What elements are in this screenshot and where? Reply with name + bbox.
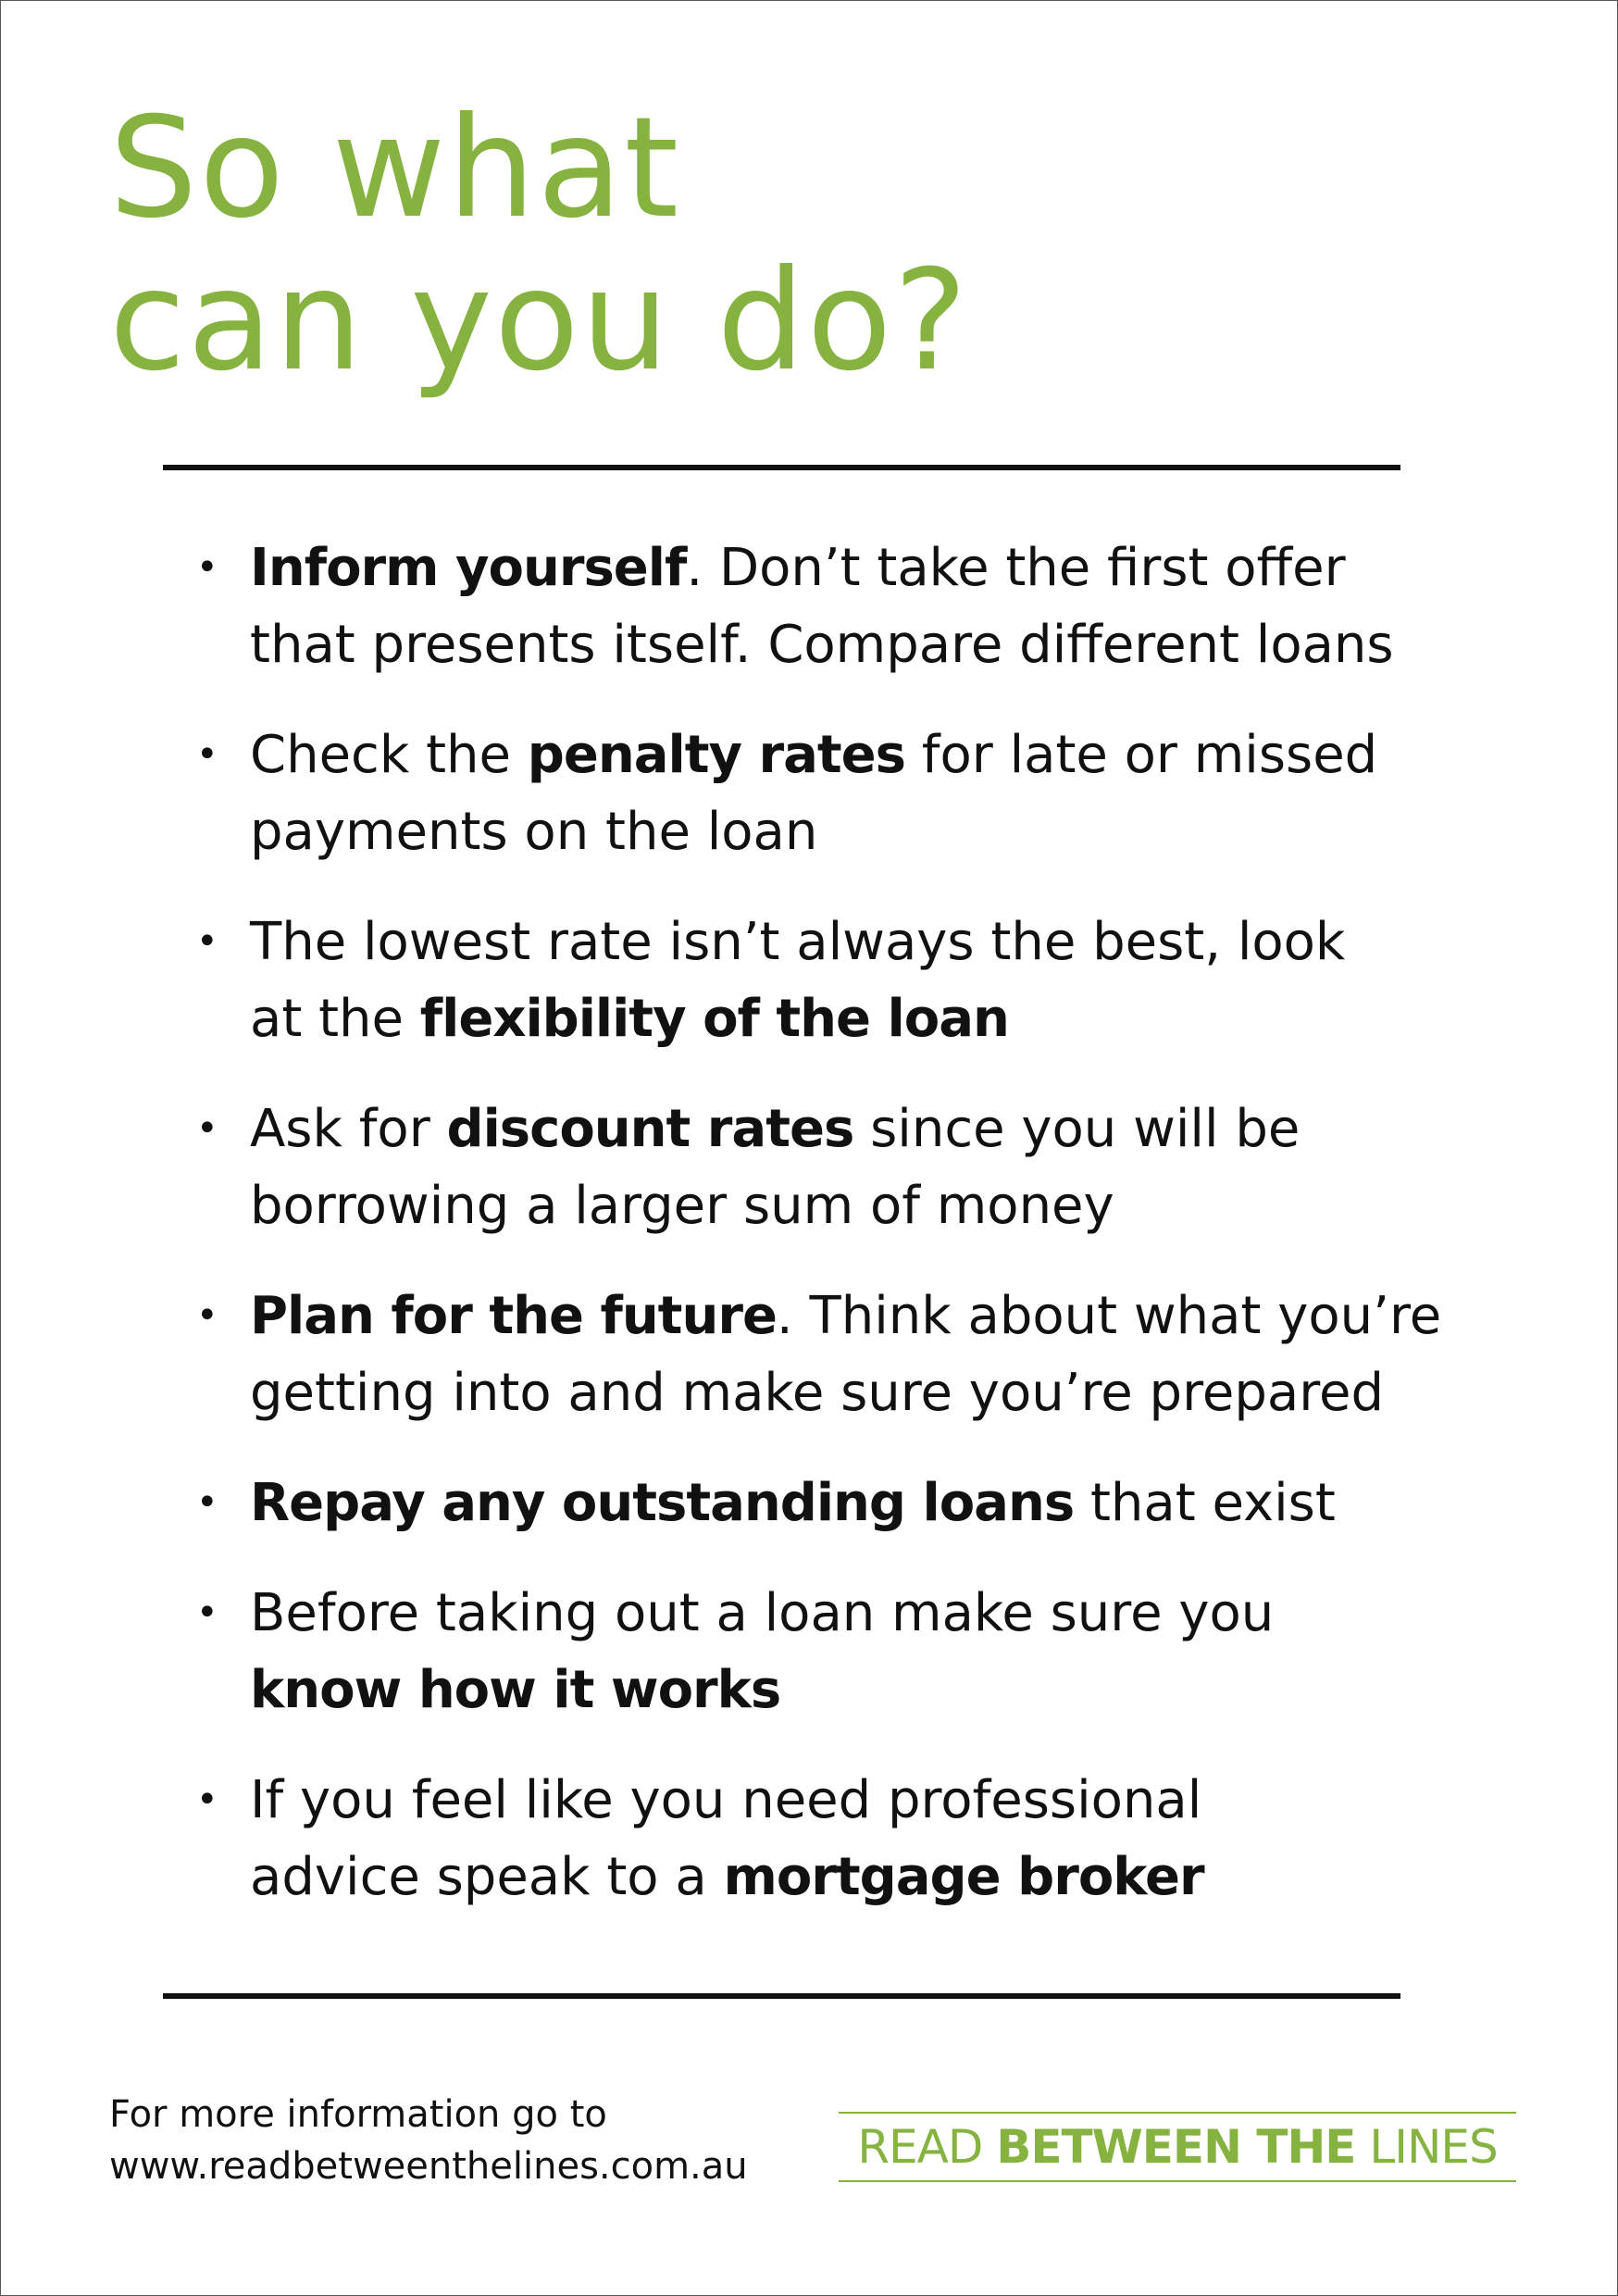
tip-item bbox=[0, 1575, 1618, 1728]
tip-text: that presents itself. Compare different loans bbox=[250, 615, 1394, 675]
tip-item bbox=[0, 1278, 1618, 1431]
tip-emphasis: discount rates bbox=[446, 1099, 854, 1159]
tip-item bbox=[0, 1465, 1618, 1541]
bullet-icon: • bbox=[196, 1107, 218, 1150]
title-line-2: can you do? bbox=[109, 241, 970, 402]
bullet-icon: • bbox=[196, 920, 218, 963]
tips-list bbox=[0, 530, 1618, 1949]
bullet-icon: • bbox=[196, 1591, 218, 1634]
bottom-divider bbox=[163, 1993, 1400, 1999]
tip-line bbox=[250, 1354, 1479, 1431]
tip-emphasis: flexibility of the loan bbox=[419, 989, 1009, 1049]
tip-text: that exist bbox=[1074, 1473, 1336, 1533]
brand-between-the: BETWEEN THE bbox=[996, 2120, 1356, 2174]
tip-item bbox=[0, 904, 1618, 1057]
tip-text: The lowest rate isn’t always the best, look bbox=[250, 912, 1346, 972]
tip-text: Before taking out a loan make sure you bbox=[250, 1583, 1275, 1643]
footer-url: www.readbetweenthelines.com.au bbox=[109, 2145, 748, 2188]
bullet-icon: • bbox=[196, 1778, 218, 1821]
top-divider bbox=[163, 465, 1400, 470]
tip-emphasis: know how it works bbox=[250, 1660, 781, 1720]
tip-item bbox=[0, 530, 1618, 683]
footer-line-1: For more information go to bbox=[109, 2093, 607, 2136]
tip-text: . Think about what you’re bbox=[776, 1286, 1442, 1346]
tip-line bbox=[250, 1652, 1479, 1728]
tip-item bbox=[0, 717, 1618, 870]
tip-text: If you feel like you need professional bbox=[250, 1770, 1202, 1830]
tip-text: Ask for bbox=[250, 1099, 447, 1159]
tip-line bbox=[250, 904, 1479, 980]
title-line-1: So what bbox=[109, 88, 681, 249]
tip-line bbox=[250, 530, 1479, 606]
page-title bbox=[109, 88, 970, 402]
tip-line bbox=[250, 1762, 1479, 1839]
tip-line bbox=[250, 1278, 1479, 1354]
tip-line bbox=[250, 606, 1479, 683]
tip-text: getting into and make sure you’re prepared bbox=[250, 1363, 1384, 1423]
tip-line bbox=[250, 1839, 1479, 1915]
tip-line bbox=[250, 980, 1479, 1057]
footer-info bbox=[109, 2089, 748, 2192]
tip-text: Check the bbox=[250, 725, 528, 785]
tip-line bbox=[250, 717, 1479, 793]
tip-item bbox=[0, 1762, 1618, 1915]
tip-text: advice speak to a bbox=[250, 1847, 724, 1907]
tip-text: for late or missed bbox=[904, 725, 1378, 785]
brand-read: READ bbox=[857, 2120, 997, 2174]
bullet-icon: • bbox=[196, 733, 218, 776]
tip-line bbox=[250, 1465, 1479, 1541]
tip-text: borrowing a larger sum of money bbox=[250, 1176, 1114, 1236]
tip-line bbox=[250, 1091, 1479, 1167]
tip-item bbox=[0, 1091, 1618, 1244]
tip-emphasis: Repay any outstanding loans bbox=[250, 1473, 1075, 1533]
tip-text: at the bbox=[250, 989, 420, 1049]
brand-lines: LINES bbox=[1355, 2120, 1498, 2174]
brand-logo bbox=[839, 2112, 1516, 2182]
bullet-icon: • bbox=[196, 546, 218, 589]
tip-text: payments on the loan bbox=[250, 802, 818, 862]
bullet-icon: • bbox=[196, 1294, 218, 1337]
tip-text: . Don’t take the first offer bbox=[686, 538, 1346, 598]
tip-emphasis: Inform yourself bbox=[250, 538, 687, 598]
tip-emphasis: mortgage broker bbox=[723, 1847, 1204, 1907]
bullet-icon: • bbox=[196, 1481, 218, 1524]
tip-emphasis: penalty rates bbox=[527, 725, 905, 785]
tip-text: since you will be bbox=[853, 1099, 1301, 1159]
tip-line bbox=[250, 1575, 1479, 1652]
tip-emphasis: Plan for the future bbox=[250, 1286, 777, 1346]
tip-line bbox=[250, 793, 1479, 870]
tip-line bbox=[250, 1167, 1479, 1244]
